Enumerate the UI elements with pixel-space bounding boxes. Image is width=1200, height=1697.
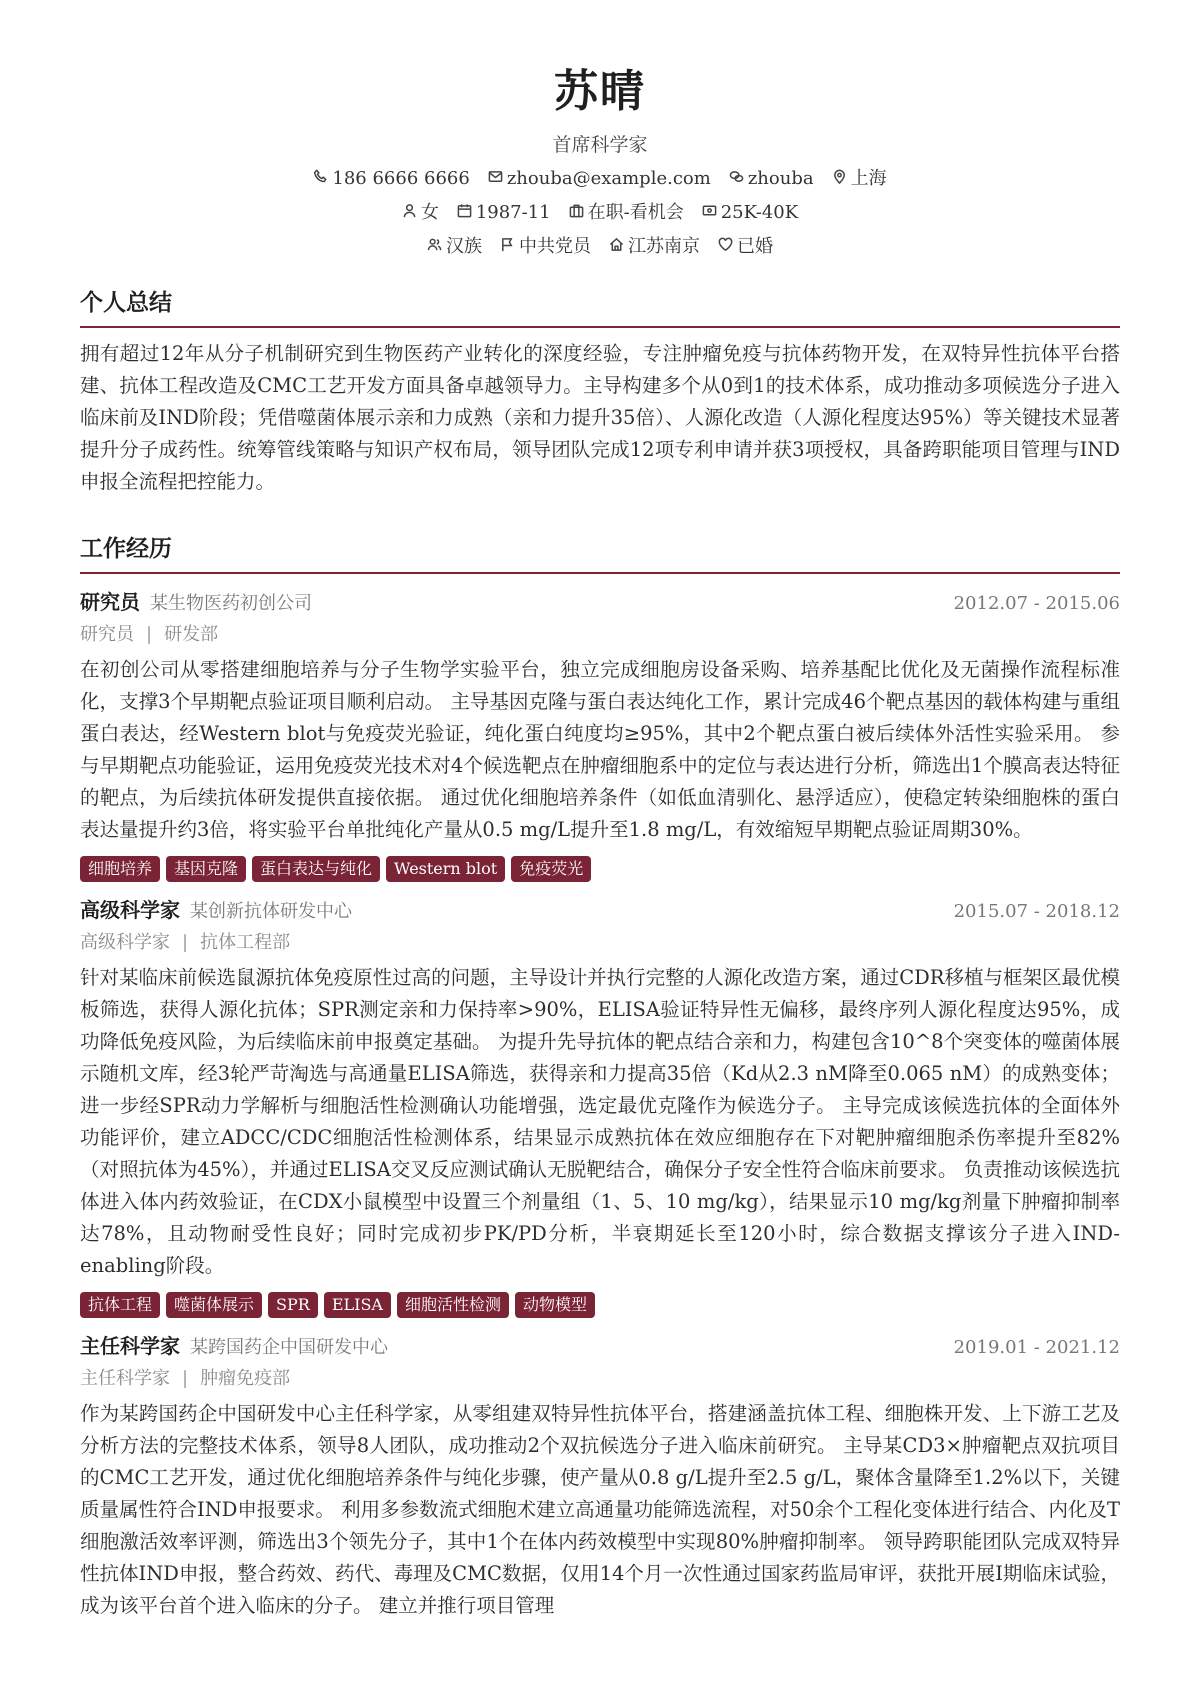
skill-tag: 免疫荧光: [511, 856, 591, 882]
job-header: [80, 1330, 1120, 1364]
job-role: 研究员: [80, 590, 140, 614]
contact-phone: [313, 166, 469, 192]
job-company: 某生物医药初创公司: [150, 593, 312, 614]
job-description: 针对某临床前候选鼠源抗体免疫原性过高的问题，主导设计并执行完整的人源化改造方案，通过CDR移植与框架区最优模板筛选，获得人源化抗体；SPR测定亲和力保持率>90%，ELISA验证特异性无偏移，最终序列人源化程度达95%，成功降低免疫风险，为后续临床前申报奠定基础。 为提升先导抗体的靶点结合亲和力，构建包含10^8个突变体的噬菌体展示随机文库，经3轮严苛淘选与高通量ELISA筛选，获得亲和力提高35倍（Kd从2.3 nM降至0.065 nM）的成熟变体；进一步经SPR动力学解析与细胞活性检测确认功能增强，选定最优克隆作为候选分子。 主导完成该候选抗体的全面体外功能评价，建立ADCC/CDC细胞活性检测体系，结果显示成熟抗体在效应细胞存在下对靶肿瘤细胞杀伤率提升至82%（对照抗体为45%），并通过ELISA交叉反应测试确认无脱靶结合，确保分子安全性符合临床前要求。 负责推动该候选抗体进入体内药效验证，在CDX小鼠模型中设置三个剂量组（1、5、10 mg/kg），结果显示10 mg/kg剂量下肿瘤抑制率达78%，且动物耐受性良好；同时完成初步PK/PD分析，半衰期延长至120小时，综合数据支撑该分子进入IND-enabling阶段。: [80, 966, 1120, 1277]
job-description: 作为某跨国药企中国研发中心主任科学家，从零组建双特异性抗体平台，搭建涵盖抗体工程、细胞株开发、上下游工艺及分析方法的完整技术体系，领导8人团队，成功推动2个双抗候选分子进入临床前研究。 主导某CD3×肿瘤靶点双抗项目的CMC工艺开发，通过优化细胞培养条件与纯化步骤，使产量从0.8 g/L提升至2.5 g/L，聚体含量降至1.2%以下，关键质量属性符合IND申报要求。 利用多参数流式细胞术建立高通量功能筛选流程，对50余个工程化变体进行结合、内化及T细胞激活效率评测，筛选出3个领先分子，其中1个在体内药效模型中实现80%肿瘤抑制率。 领导跨职能团队完成双特异性抗体IND申报，整合药效、药代、毒理及CMC数据，仅用14个月一次性通过国家药监局审评，获批开展I期临床试验，成为该平台首个进入临床的分子。 建立并推行项目管理: [80, 1402, 1120, 1617]
skill-tag: 蛋白表达与纯化: [252, 856, 380, 882]
personal-row: [0, 200, 1200, 226]
job-entry: [80, 586, 1120, 882]
wechat-icon: [729, 166, 744, 192]
extra-row: [0, 234, 1200, 260]
job-entry: [80, 1330, 1120, 1622]
job-role: 主任科学家: [80, 1334, 180, 1358]
separator: |: [146, 624, 153, 645]
salary-text: 25K-40K: [720, 202, 799, 223]
candidate-title: 首席科学家: [552, 134, 648, 156]
job-date: 2019.01 - 2021.12: [953, 1337, 1120, 1358]
skill-tag: 噬菌体展示: [166, 1292, 262, 1318]
info-marital: [718, 234, 773, 260]
job-subline: [80, 928, 1120, 958]
info-party: [500, 234, 591, 260]
phone-text: 186 6666 6666: [332, 168, 470, 189]
job-header: [80, 586, 1120, 620]
job-department: 肿瘤免疫部: [200, 1368, 291, 1389]
job-role: 高级科学家: [80, 898, 180, 922]
flag-icon: [500, 234, 515, 260]
info-salary: [702, 200, 798, 226]
contact-row: [0, 166, 1200, 192]
info-ethnicity: [427, 234, 482, 260]
experience-section: [80, 532, 1120, 1622]
calendar-icon: [457, 200, 472, 226]
resume-header: [0, 0, 1200, 260]
location-icon: [832, 166, 847, 192]
party-text: 中共党员: [519, 236, 591, 257]
mail-icon: [488, 166, 503, 192]
info-gender: [402, 200, 439, 226]
summary-section: [80, 286, 1120, 498]
job-date: 2015.07 - 2018.12: [953, 901, 1120, 922]
contact-location: [832, 166, 887, 192]
skill-tag: Western blot: [386, 856, 505, 882]
job-company: 某跨国药企中国研发中心: [190, 1337, 388, 1358]
marital-text: 已婚: [737, 236, 773, 257]
candidate-name: 苏晴: [554, 66, 646, 117]
skill-tag: 基因克隆: [166, 856, 246, 882]
skill-tag: 细胞活性检测: [397, 1292, 509, 1318]
info-hometown: [609, 234, 700, 260]
separator: |: [182, 1368, 189, 1389]
wechat-text: zhouba: [747, 168, 814, 189]
job-header: [80, 894, 1120, 928]
job-subline: [80, 1364, 1120, 1394]
summary-heading: 个人总结: [80, 286, 1120, 328]
job-tags: [80, 856, 1120, 882]
job-position: 研究员: [80, 624, 134, 645]
job-department: 研发部: [164, 624, 219, 645]
skill-tag: ELISA: [324, 1292, 391, 1318]
skill-tag: 抗体工程: [80, 1292, 160, 1318]
heart-icon: [718, 234, 733, 260]
job-tags: [80, 1292, 1120, 1318]
job-company: 某创新抗体研发中心: [190, 901, 352, 922]
job-entry: [80, 894, 1120, 1318]
info-status: [569, 200, 684, 226]
skill-tag: 动物模型: [515, 1292, 595, 1318]
user-icon: [402, 200, 417, 226]
money-icon: [702, 200, 717, 226]
job-date: 2012.07 - 2015.06: [953, 593, 1120, 614]
status-text: 在职-看机会: [587, 202, 684, 223]
gender-text: 女: [420, 202, 439, 223]
separator: |: [182, 932, 189, 953]
info-birth: [457, 200, 551, 226]
job-department: 抗体工程部: [200, 932, 291, 953]
group-icon: [427, 234, 442, 260]
phone-icon: [313, 166, 328, 192]
contact-email: [488, 166, 711, 192]
location-text: 上海: [850, 168, 887, 189]
birth-text: 1987-11: [475, 202, 551, 223]
skill-tag: 细胞培养: [80, 856, 160, 882]
job-position: 主任科学家: [80, 1368, 170, 1389]
experience-heading: 工作经历: [80, 532, 1120, 574]
job-description: 在初创公司从零搭建细胞培养与分子生物学实验平台，独立完成细胞房设备采购、培养基配比优化及无菌操作流程标准化，支撑3个早期靶点验证项目顺利启动。 主导基因克隆与蛋白表达纯化工作，累计完成46个靶点基因的载体构建与重组蛋白表达，经Western blot与免疫荧光验证，纯化蛋白纯度均≥95%，其中2个靶点蛋白被后续体外活性实验采用。 参与早期靶点功能验证，运用免疫荧光技术对4个候选靶点在肿瘤细胞系中的定位与表达进行分析，筛选出1个膜高表达特征的靶点，为后续抗体研发提供直接依据。 通过优化细胞培养条件（如低血清驯化、悬浮适应），使稳定转染细胞株的蛋白表达量提升约3倍，将实验平台单批纯化产量从0.5 mg/L提升至1.8 mg/L，有效缩短早期靶点验证周期30%。: [80, 658, 1120, 841]
briefcase-icon: [569, 200, 584, 226]
job-position: 高级科学家: [80, 932, 170, 953]
ethnicity-text: 汉族: [446, 236, 482, 257]
summary-text: 拥有超过12年从分子机制研究到生物医药产业转化的深度经验，专注肿瘤免疫与抗体药物开发，在双特异性抗体平台搭建、抗体工程改造及CMC工艺开发方面具备卓越领导力。主导构建多个从0到1的技术体系，成功推动多项候选分子进入临床前及IND阶段；凭借噬菌体展示亲和力成熟（亲和力提升35倍）、人源化改造（人源化程度达95%）等关键技术显著提升分子成药性。统筹管线策略与知识产权布局，领导团队完成12项专利申请并获3项授权，具备跨职能项目管理与IND申报全流程把控能力。: [80, 342, 1120, 493]
skill-tag: SPR: [268, 1292, 318, 1318]
hometown-text: 江苏南京: [628, 236, 700, 257]
job-subline: [80, 620, 1120, 650]
email-text: zhouba@example.com: [506, 168, 711, 189]
home-icon: [609, 234, 624, 260]
contact-wechat: [729, 166, 814, 192]
